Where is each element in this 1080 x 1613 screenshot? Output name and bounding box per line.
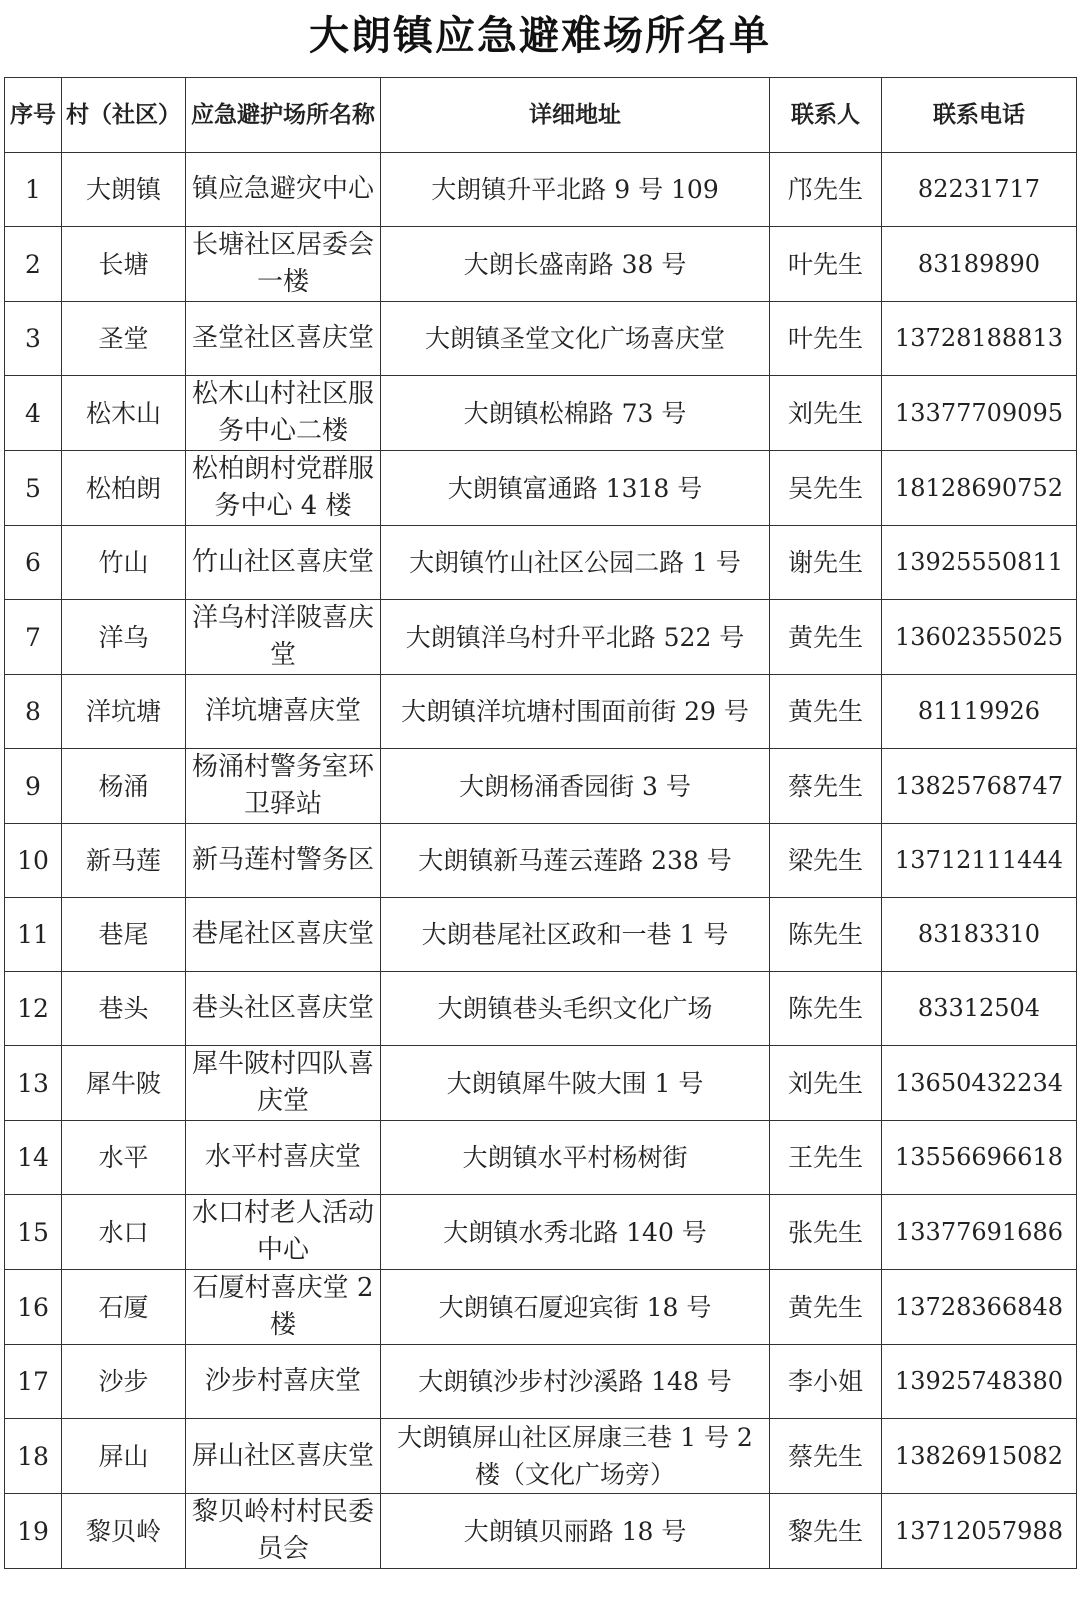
cell-num: 13: [5, 1046, 62, 1121]
cell-num: 2: [5, 227, 62, 302]
cell-village: 松木山: [62, 376, 186, 451]
header-num: 序号: [5, 78, 62, 153]
table-row: [5, 1419, 1077, 1494]
cell-contact: 梁先生: [770, 824, 882, 898]
header-village: 村（社区）: [62, 78, 186, 153]
cell-address: 大朗镇巷头毛织文化广场: [381, 972, 770, 1046]
cell-site: 犀牛陂村四队喜庆堂: [186, 1046, 381, 1121]
cell-phone: 83312504: [882, 972, 1077, 1046]
table-row: [5, 1046, 1077, 1121]
cell-site: 新马莲村警务区: [186, 824, 381, 898]
cell-contact: 陈先生: [770, 898, 882, 972]
cell-address: 大朗镇圣堂文化广场喜庆堂: [381, 302, 770, 376]
cell-address: 大朗镇水秀北路 140 号: [381, 1195, 770, 1270]
cell-phone: 13728366848: [882, 1270, 1077, 1345]
cell-phone: 13825768747: [882, 749, 1077, 824]
cell-village: 竹山: [62, 526, 186, 600]
cell-contact: 谢先生: [770, 526, 882, 600]
cell-contact: 刘先生: [770, 1046, 882, 1121]
cell-village: 水平: [62, 1121, 186, 1195]
cell-num: 10: [5, 824, 62, 898]
cell-contact: 王先生: [770, 1121, 882, 1195]
cell-num: 18: [5, 1419, 62, 1494]
table-row: [5, 1195, 1077, 1270]
shelter-table: [4, 77, 1077, 1569]
table-body: [5, 153, 1077, 1569]
cell-site: 镇应急避灾中心: [186, 153, 381, 227]
cell-phone: 81119926: [882, 675, 1077, 749]
cell-contact: 黎先生: [770, 1494, 882, 1569]
table-row: [5, 600, 1077, 675]
cell-site: 松木山村社区服务中心二楼: [186, 376, 381, 451]
cell-phone: 13712057988: [882, 1494, 1077, 1569]
table-row: [5, 302, 1077, 376]
cell-village: 圣堂: [62, 302, 186, 376]
cell-phone: 13728188813: [882, 302, 1077, 376]
cell-num: 6: [5, 526, 62, 600]
cell-site: 巷头社区喜庆堂: [186, 972, 381, 1046]
cell-phone: 18128690752: [882, 451, 1077, 526]
cell-num: 1: [5, 153, 62, 227]
cell-site: 水口村老人活动中心: [186, 1195, 381, 1270]
cell-num: 19: [5, 1494, 62, 1569]
cell-phone: 13650432234: [882, 1046, 1077, 1121]
cell-address: 大朗镇竹山社区公园二路 1 号: [381, 526, 770, 600]
cell-phone: 13925748380: [882, 1345, 1077, 1419]
cell-num: 5: [5, 451, 62, 526]
table-row: [5, 451, 1077, 526]
cell-site: 屏山社区喜庆堂: [186, 1419, 381, 1494]
cell-site: 石厦村喜庆堂 2 楼: [186, 1270, 381, 1345]
cell-num: 8: [5, 675, 62, 749]
cell-site: 长塘社区居委会一楼: [186, 227, 381, 302]
cell-village: 新马莲: [62, 824, 186, 898]
table-row: [5, 749, 1077, 824]
cell-address: 大朗长盛南路 38 号: [381, 227, 770, 302]
cell-village: 杨涌: [62, 749, 186, 824]
cell-phone: 13925550811: [882, 526, 1077, 600]
cell-num: 9: [5, 749, 62, 824]
header-address: 详细地址: [381, 78, 770, 153]
cell-site: 杨涌村警务室环卫驿站: [186, 749, 381, 824]
header-phone: 联系电话: [882, 78, 1077, 153]
cell-phone: 82231717: [882, 153, 1077, 227]
cell-address: 大朗镇犀牛陂大围 1 号: [381, 1046, 770, 1121]
table-row: [5, 1270, 1077, 1345]
cell-num: 7: [5, 600, 62, 675]
cell-village: 沙步: [62, 1345, 186, 1419]
cell-village: 黎贝岭: [62, 1494, 186, 1569]
table-row: [5, 1121, 1077, 1195]
cell-phone: 13712111444: [882, 824, 1077, 898]
cell-phone: 83183310: [882, 898, 1077, 972]
cell-phone: 13377691686: [882, 1195, 1077, 1270]
table-row: [5, 824, 1077, 898]
cell-contact: 吴先生: [770, 451, 882, 526]
cell-contact: 叶先生: [770, 302, 882, 376]
table-row: [5, 227, 1077, 302]
table-row: [5, 376, 1077, 451]
cell-phone: 13556696618: [882, 1121, 1077, 1195]
cell-address: 大朗巷尾社区政和一巷 1 号: [381, 898, 770, 972]
cell-address: 大朗镇洋乌村升平北路 522 号: [381, 600, 770, 675]
cell-contact: 叶先生: [770, 227, 882, 302]
header-contact: 联系人: [770, 78, 882, 153]
cell-address: 大朗杨涌香园街 3 号: [381, 749, 770, 824]
cell-address: 大朗镇升平北路 9 号 109: [381, 153, 770, 227]
cell-contact: 黄先生: [770, 1270, 882, 1345]
cell-contact: 李小姐: [770, 1345, 882, 1419]
cell-address: 大朗镇贝丽路 18 号: [381, 1494, 770, 1569]
cell-address: 大朗镇松棉路 73 号: [381, 376, 770, 451]
cell-village: 洋乌: [62, 600, 186, 675]
cell-contact: 张先生: [770, 1195, 882, 1270]
cell-contact: 蔡先生: [770, 749, 882, 824]
header-site: 应急避护场所名称: [186, 78, 381, 153]
cell-village: 松柏朗: [62, 451, 186, 526]
table-row: [5, 898, 1077, 972]
table-row: [5, 1345, 1077, 1419]
table-header-row: [5, 78, 1077, 153]
cell-address: 大朗镇水平村杨树街: [381, 1121, 770, 1195]
cell-contact: 邝先生: [770, 153, 882, 227]
cell-village: 水口: [62, 1195, 186, 1270]
cell-num: 4: [5, 376, 62, 451]
cell-contact: 刘先生: [770, 376, 882, 451]
table-row: [5, 153, 1077, 227]
cell-village: 石厦: [62, 1270, 186, 1345]
table-row: [5, 1494, 1077, 1569]
cell-site: 竹山社区喜庆堂: [186, 526, 381, 600]
cell-address: 大朗镇石厦迎宾街 18 号: [381, 1270, 770, 1345]
cell-contact: 陈先生: [770, 972, 882, 1046]
cell-num: 11: [5, 898, 62, 972]
table-row: [5, 526, 1077, 600]
cell-site: 水平村喜庆堂: [186, 1121, 381, 1195]
page-title: 大朗镇应急避难场所名单: [309, 13, 771, 59]
cell-village: 洋坑塘: [62, 675, 186, 749]
cell-site: 沙步村喜庆堂: [186, 1345, 381, 1419]
cell-site: 黎贝岭村村民委员会: [186, 1494, 381, 1569]
cell-village: 巷头: [62, 972, 186, 1046]
cell-village: 屏山: [62, 1419, 186, 1494]
cell-site: 洋坑塘喜庆堂: [186, 675, 381, 749]
cell-address: 大朗镇屏山社区屏康三巷 1 号 2 楼（文化广场旁）: [381, 1419, 770, 1494]
cell-village: 巷尾: [62, 898, 186, 972]
cell-site: 圣堂社区喜庆堂: [186, 302, 381, 376]
cell-num: 15: [5, 1195, 62, 1270]
cell-num: 16: [5, 1270, 62, 1345]
cell-address: 大朗镇新马莲云莲路 238 号: [381, 824, 770, 898]
cell-num: 12: [5, 972, 62, 1046]
cell-num: 14: [5, 1121, 62, 1195]
cell-num: 3: [5, 302, 62, 376]
cell-village: 犀牛陂: [62, 1046, 186, 1121]
cell-contact: 黄先生: [770, 675, 882, 749]
cell-phone: 83189890: [882, 227, 1077, 302]
cell-site: 松柏朗村党群服务中心 4 楼: [186, 451, 381, 526]
cell-phone: 13377709095: [882, 376, 1077, 451]
cell-phone: 13602355025: [882, 600, 1077, 675]
cell-address: 大朗镇沙步村沙溪路 148 号: [381, 1345, 770, 1419]
table-row: [5, 972, 1077, 1046]
cell-contact: 蔡先生: [770, 1419, 882, 1494]
cell-contact: 黄先生: [770, 600, 882, 675]
cell-phone: 13826915082: [882, 1419, 1077, 1494]
cell-address: 大朗镇洋坑塘村围面前街 29 号: [381, 675, 770, 749]
cell-num: 17: [5, 1345, 62, 1419]
cell-village: 长塘: [62, 227, 186, 302]
cell-address: 大朗镇富通路 1318 号: [381, 451, 770, 526]
cell-village: 大朗镇: [62, 153, 186, 227]
table-row: [5, 675, 1077, 749]
cell-site: 洋乌村洋陂喜庆堂: [186, 600, 381, 675]
cell-site: 巷尾社区喜庆堂: [186, 898, 381, 972]
